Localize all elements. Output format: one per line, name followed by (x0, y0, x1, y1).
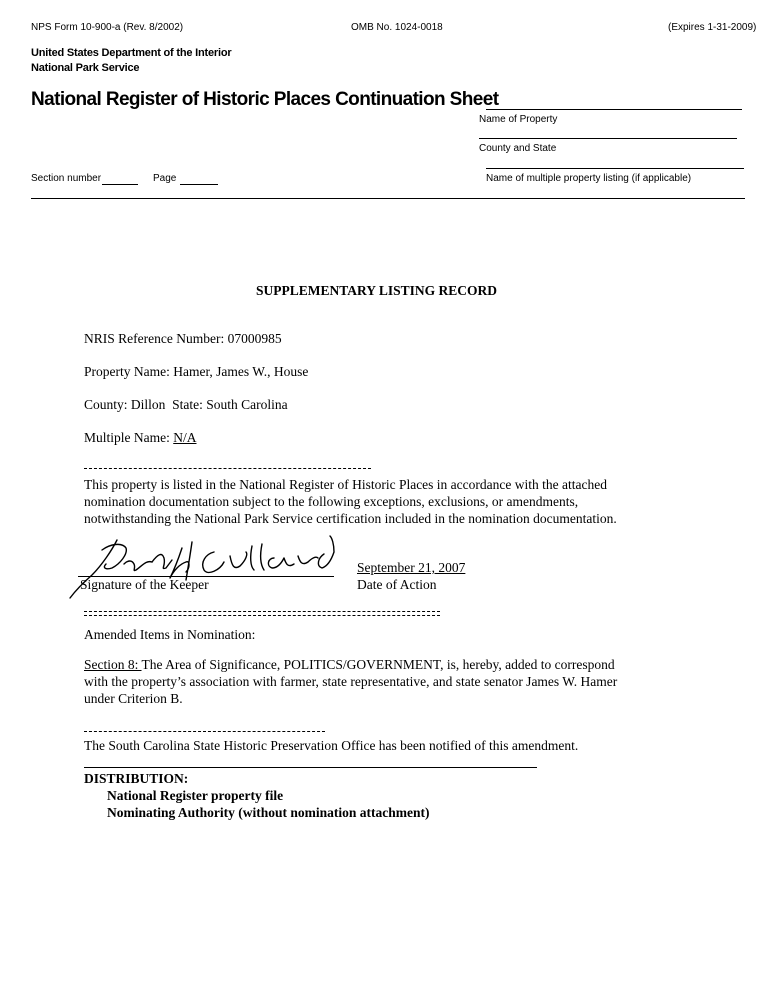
header-divider (31, 198, 745, 199)
county-state (84, 397, 288, 413)
omb-number: OMB No. 1024-0018 (351, 22, 443, 33)
amendment-section: Section 8: (84, 657, 142, 672)
distribution-rule (84, 767, 537, 768)
property-name-label: Property Name: (84, 364, 174, 379)
amendment-line-1 (84, 657, 615, 673)
agency-name: National Park Service (31, 62, 140, 74)
nris-value: 07000985 (227, 331, 282, 346)
state-value: South Carolina (206, 397, 288, 412)
multiple-listing-label: Name of multiple property listing (if applicable) (486, 173, 692, 184)
date-of-action-value: September 21, 2007 (357, 560, 466, 575)
distribution-item-property-file: National Register property file (107, 788, 284, 803)
section-number-label: Section number (31, 173, 102, 184)
amendment-text-1: The Area of Significance, POLITICS/GOVERNMENT, is, hereby, added to correspond (141, 657, 615, 672)
distribution-item-nominating-authority: Nominating Authority (without nomination attachment) (107, 805, 430, 820)
form-number: NPS Form 10-900-a (Rev. 8/2002) (31, 22, 184, 33)
multiple-name (84, 430, 196, 446)
listing-statement-line-2: nomination documentation subject to the following exceptions, exclusions, or amendments, (84, 494, 579, 509)
expiration-date: (Expires 1-31-2009) (668, 22, 757, 33)
amendment-line-2: with the property’s association with farmer, state representative, and state senator James W. Hamer (84, 674, 618, 689)
county-label: County: (84, 397, 131, 412)
dashed-separator-2 (84, 731, 325, 732)
amendment-line-3: under Criterion B. (84, 691, 183, 706)
property-name (84, 364, 308, 380)
keeper-signature (62, 530, 352, 605)
multiple-name-label: Multiple Name: (84, 430, 174, 445)
name-of-property-line (486, 109, 742, 110)
section-number-field (102, 184, 138, 185)
listing-statement-line-1: This property is listed in the National Register of Historic Places in accordance with the attached (84, 477, 607, 492)
listing-statement-line-3: notwithstanding the National Park Service certification included in the nomination documentation. (84, 511, 617, 526)
name-of-property-label: Name of Property (479, 114, 558, 125)
form-title: National Register of Historic Places Continuation Sheet (31, 89, 499, 110)
double-separator-bottom (84, 615, 440, 616)
multiple-name-value: N/A (173, 430, 197, 445)
signature-label: Signature of the Keeper (80, 577, 209, 592)
nris-reference (84, 331, 282, 347)
county-state-line (479, 138, 737, 139)
date-of-action-label: Date of Action (357, 577, 437, 592)
page-number-field (180, 184, 218, 185)
double-separator-top (84, 611, 440, 612)
amended-items-label: Amended Items in Nomination: (84, 627, 256, 642)
property-name-value: Hamer, James W., House (173, 364, 309, 379)
nris-label: NRIS Reference Number: (84, 331, 228, 346)
notification-text: The South Carolina State Historic Preservation Office has been notified of this amendment. (84, 738, 579, 753)
distribution-heading: DISTRIBUTION: (84, 771, 189, 786)
state-label: State: (172, 397, 207, 412)
county-value: Dillon (130, 397, 166, 412)
department-name: United States Department of the Interior (31, 47, 232, 59)
multiple-listing-line (486, 168, 744, 169)
county-state-label: County and State (479, 143, 557, 154)
record-heading: SUPPLEMENTARY LISTING RECORD (256, 283, 498, 298)
page-label: Page (153, 173, 177, 184)
